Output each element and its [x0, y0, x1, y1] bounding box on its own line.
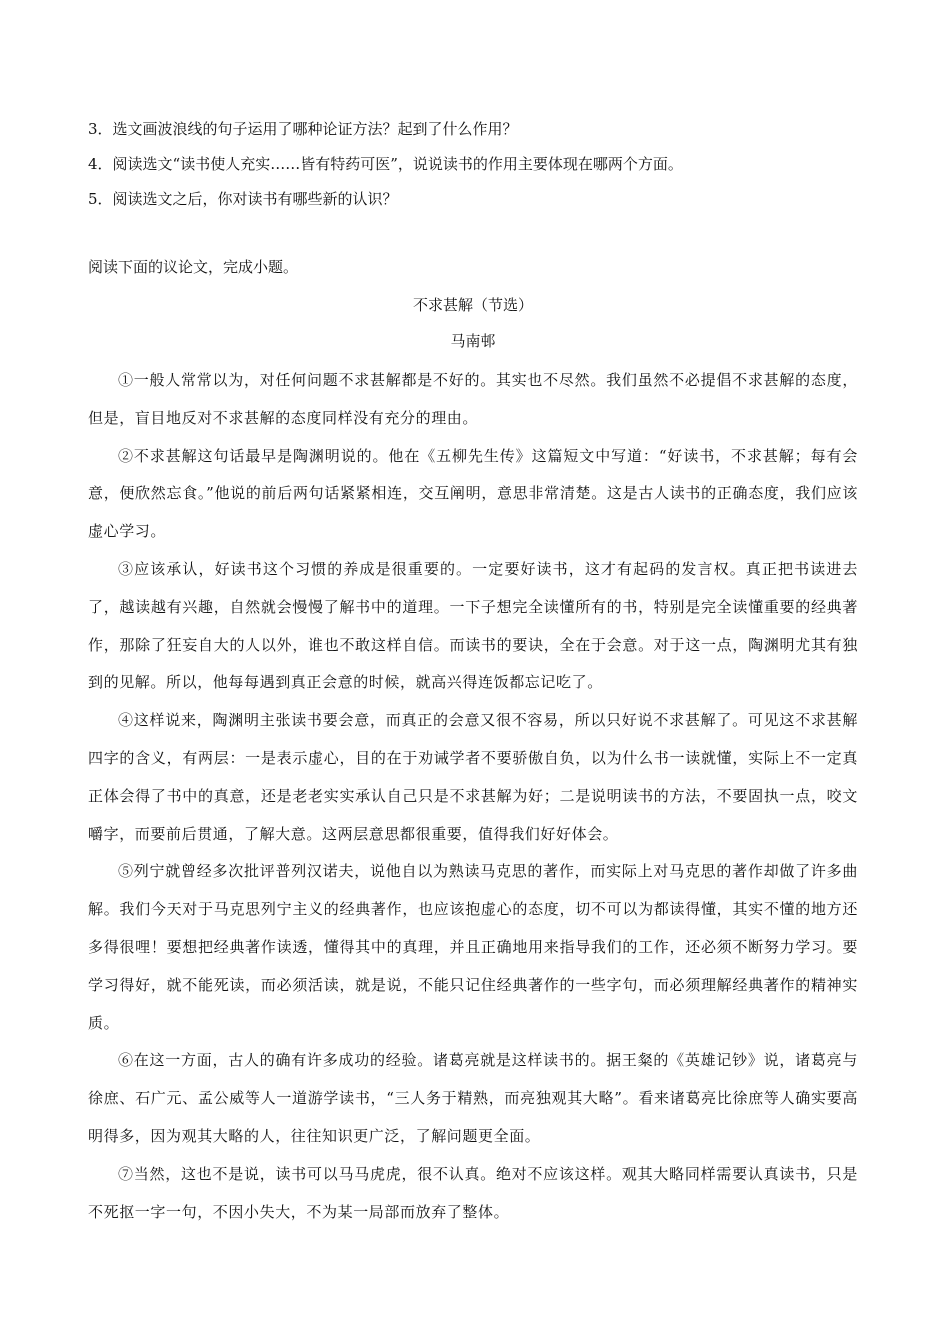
paragraph-7: ⑦当然，这也不是说，读书可以马马虎虎，很不认真。绝对不应该这样。观其大略同样需要认真读书，只是不死抠一字一句，不因小失大，不为某一局部而放弃了整体。 [88, 1164, 858, 1221]
paragraph-1: ①一般人常常以为，对任何问题不求甚解都是不好的。其实也不尽然。我们虽然不必提倡不求甚解的态度，但是，盲目地反对不求甚解的态度同样没有充分的理由。 [88, 371, 858, 427]
question-4: 4．阅读选文“读书使人充实……皆有特药可医”，说说读书的作用主要体现在哪两个方面。 [88, 155, 683, 173]
paragraph-2: ②不求甚解这句话最早是陶渊明说的。他在《五柳先生传》这篇短文中写道：“好读书，不求甚解；每有会意，便欣然忘食。”他说的前后两句话紧紧相连，交互阐明，意思非常清楚。这是古人读书的正确态度，我们应该虚心学习。 [88, 446, 858, 541]
document-page [88, 112, 858, 1221]
paragraph-5: ⑤列宁就曾经多次批评普列汉诺夫，说他自以为熟读马克思的著作，而实际上对马克思的著作却做了许多曲解。我们今天对于马克思列宁主义的经典著作，也应该抱虚心的态度，切不可以为都读得懂，其实不懂的地方还多得很哩！要想把经典著作读透，懂得其中的真理，并且正确地用来指导我们的工作，还必须不断努力学习。要学习得好，就不能死读，而必须活读，就是说，不能只记住经典著作的一些字句，而必须理解经典著作的精神实质。 [88, 862, 858, 1032]
paragraph-3: ③应该承认，好读书这个习惯的养成是很重要的。一定要好读书，这才有起码的发言权。真正把书读进去了，越读越有兴趣，自然就会慢慢了解书中的道理。一下子想完全读懂所有的书，特别是完全读懂重要的经典著作，那除了狂妄自大的人以外，谁也不敢这样自信。而读书的要诀，全在于会意。对于这一点，陶渊明尤其有独到的见解。所以，他每每遇到真正会意的时候，就高兴得连饭都忘记吃了。 [88, 559, 858, 692]
article-body [88, 362, 858, 1231]
paragraph-4: ④这样说来，陶渊明主张读书要会意，而真正的会意又很不容易，所以只好说不求甚解了。可见这不求甚解四字的含义，有两层：一是表示虚心，目的在于劝诫学者不要骄傲自负，以为什么书一读就懂，实际上不一定真正体会得了书中的真意，还是老老实实承认自己只是不求甚解为好；二是说明读书的方法，不要固执一点，咬文嚼字，而要前后贯通，了解大意。这两层意思都很重要，值得我们好好体会。 [88, 711, 858, 843]
question-5: 5．阅读选文之后，你对读书有哪些新的认识？ [88, 190, 398, 208]
question-3: 3．选文画波浪线的句子运用了哪种论证方法？起到了什么作用？ [88, 120, 518, 138]
article-author: 马南邨 [450, 332, 496, 350]
reading-instruction: 阅读下面的议论文，完成小题。 [88, 258, 299, 276]
paragraph-6: ⑥在这一方面，古人的确有许多成功的经验。诸葛亮就是这样读书的。据王粲的《英雄记钞》说，诸葛亮与徐庶、石广元、孟公威等人一道游学读书，“三人务于精熟，而亮独观其大略”。看来诸葛亮比徐庶等人确实要高明得多，因为观其大略的人，往往知识更广泛，了解问题更全面。 [88, 1051, 858, 1145]
article-title: 不求甚解（节选） [412, 296, 533, 314]
